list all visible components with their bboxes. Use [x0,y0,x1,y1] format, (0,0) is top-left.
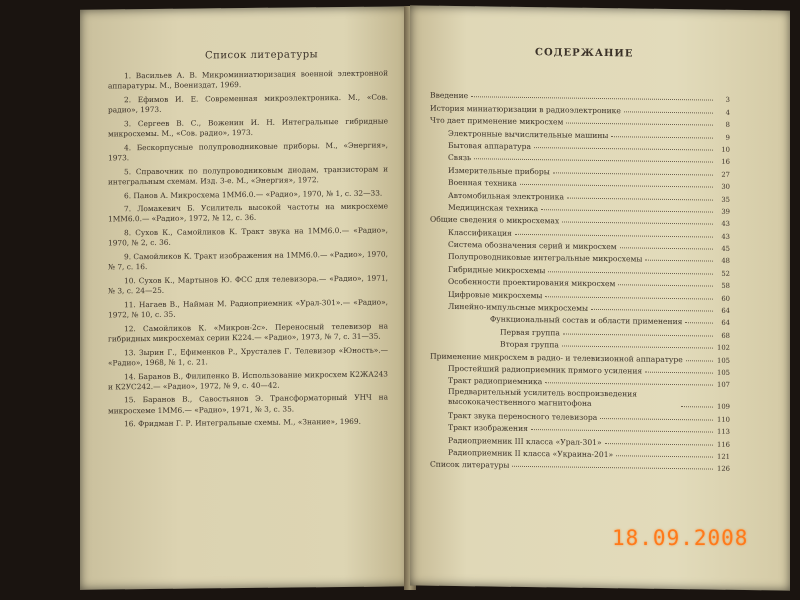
toc-leader-dots [620,247,713,249]
toc-leader-dots [515,233,713,237]
toc-leader-dots [611,136,713,138]
contents-heading: СОДЕРЖАНИЕ [535,47,634,60]
toc-page-number: 68 [721,331,730,340]
references-list [108,69,388,434]
toc-page-number: 116 [717,440,730,449]
toc-entry-title: Измерительные приборы [448,165,550,177]
reference-item: 2. Ефимов И. Е. Современная микроэлектроника. М., «Сов. радио», 1973. [108,92,388,115]
toc-page-number: 43 [721,219,730,229]
toc-entry-title: Введение [430,91,469,101]
toc-entry-title: Первая группа [500,327,560,338]
toc-leader-dots [541,209,713,212]
reference-item: 6. Панов А. Микросхема 1ММ6.0.— «Радио», 1970, № 1, с. 32—33. [124,188,383,200]
toc-entry-title: Что дает применение микросхем [430,115,564,127]
reference-item: 4. Бескорпусные полупроводниковые приборы. М., «Энергия», 1973. [108,140,388,163]
toc-entry-title: Бытовая аппаратура [448,140,532,151]
reference-item: 15. Баранов В., Савостьянов Э. Трансформаторный УНЧ на микросхеме 1ММ6.— «Радио», 1971, № 3, с. 35. [108,392,388,416]
toc-entry-title: Особенности проектирования микросхем [448,277,616,289]
toc-page-number: 8 [725,120,730,129]
toc-entry-title: Тракт радиоприемника [448,376,543,387]
toc-page-number: 121 [717,452,730,461]
reference-item: 7. Ломакевич Б. Усилитель высокой частоты на микросхеме 1ММ6.0.— «Радио», 1972, № 12, с. 36. [108,201,388,224]
toc-entry-title: Автомобильная электроника [448,190,565,202]
toc-entry-title: История миниатюризации в радиоэлектронике [430,103,621,116]
toc-entry-title: Гибридные микросхемы [448,264,546,276]
toc-page-number: 52 [721,269,730,278]
toc-entry-title: Военная техника [448,178,517,188]
toc-leader-dots [624,111,713,113]
toc-entry-title: Применение микросхем в радио- и телевизионной аппаратуре [430,351,683,364]
toc-leader-dots [605,443,713,446]
toc-entry-title: Предварительный усилитель воспроизведения высококачественного магнитофона [448,387,637,409]
toc-entry-title: Тракт звука переносного телевизора [448,410,598,422]
toc-leader-dots [681,407,713,408]
date-stamp: 18.09.2008 [612,526,749,550]
reference-item: 5. Справочник по полупроводниковым диодам, транзисторам и интегральным схемам. Изд. 3-е. М., «Энергия», 1972. [108,164,388,187]
toc-entry-title: Связь [448,153,472,163]
toc-page-number: 105 [717,368,730,377]
toc-leader-dots [545,296,713,299]
toc-page-number: 27 [721,170,730,179]
toc-page-number: 30 [721,182,730,191]
toc-leader-dots [616,455,713,457]
reference-item: 1. Васильев А. В. Микроминиатюризация военной электронной аппаратуры. М., Воениздат, 1969. [108,68,388,91]
toc-page-number: 64 [721,306,730,315]
toc-page-number: 110 [717,415,730,424]
toc-leader-dots [563,333,713,336]
toc-leader-dots [645,372,713,374]
toc-leader-dots [566,123,713,126]
toc-entry-title: Простейший радиоприемник прямого усиления [448,363,643,376]
toc-leader-dots [548,271,713,274]
toc-leader-dots [567,197,713,200]
toc-entry-title: Тракт изображения [448,423,528,434]
toc-entry-title: Общие сведения о микросхемах [430,214,560,226]
toc-page-number: 105 [717,356,730,365]
reference-item: 12. Самойликов К. «Микрон-2с». Переносный телевизор на гибридных микросхемах серии К224.— «Радио», 1973, № 7, с. 31—35. [108,321,388,344]
reference-item: 10. Сухов К., Мартынов Ю. ФСС для телевизора.— «Радио», 1971, № 3, с. 24—25. [108,273,388,296]
toc-page-number: 126 [717,464,730,474]
reference-item: 16. Фридман Г. Р. Интегральные схемы. М., «Знание», 1969. [124,417,361,429]
reference-item: 9. Самойликов К. Тракт изображения на 1ММ6.0.— «Радио», 1970, № 7, с. 16. [108,249,388,272]
toc-page-number: 16 [721,158,730,167]
toc-leader-dots [562,222,713,225]
right-page [410,5,790,590]
toc-entry-title: Система обозначения серий и микросхем [448,239,617,252]
table-of-contents [430,88,730,474]
reference-item: 11. Нагаев В., Найман М. Радиоприемник «Урал-301».— «Радио», 1972, № 10, с. 35. [108,297,388,320]
toc-leader-dots [562,346,713,349]
toc-page-number: 45 [721,244,730,253]
toc-entry-title: Цифровые микросхемы [448,289,543,300]
toc-page-number: 64 [721,319,730,328]
toc-page-number: 35 [721,195,730,204]
toc-entry-title: Вторая группа [500,339,559,350]
toc-page-number: 60 [721,294,730,303]
toc-leader-dots [645,260,713,262]
toc-page-number: 48 [721,257,730,266]
toc-leader-dots [685,323,713,324]
toc-page-number: 109 [717,403,730,412]
reference-item: 8. Сухов К., Самойликов К. Тракт звука на 1ММ6.0.— «Радио», 1970, № 2, с. 36. [108,225,388,248]
toc-leader-dots [600,418,713,421]
toc-page-number: 107 [717,381,730,390]
toc-page-number: 3 [725,96,730,105]
left-page [80,6,410,589]
toc-entry-title: Функциональный состав и области применения [490,314,683,327]
toc-entry-title: Список литературы [430,459,510,471]
toc-page-number: 113 [717,427,730,436]
toc-leader-dots [534,147,713,150]
toc-leader-dots [618,285,713,287]
toc-page-number: 102 [717,343,730,353]
toc-entry-title: Электронные вычислительные машины [448,128,609,140]
toc-page-number: 58 [721,281,730,291]
toc-page-number: 43 [721,232,730,241]
toc-leader-dots [591,309,713,312]
toc-leader-dots [520,184,713,188]
toc-leader-dots [512,466,713,470]
toc-entry-title: Классификация [448,227,512,238]
toc-entry-title: Радиоприемник II класса «Украина-201» [448,447,614,460]
toc-entry-title: Радиоприемник III класса «Урал-301» [448,435,602,447]
toc-leader-dots [531,429,713,433]
references-heading: Список литературы [205,49,319,62]
toc-entry-title: Линейно-импульсные микросхемы [448,301,589,313]
reference-item: 13. Зырин Г., Ефименков Р., Хрусталев Г. Телевизор «Юность».— «Радио», 1968, № 1, с. 21. [108,345,388,368]
reference-item: 3. Сергеев В. С., Воженин И. Н. Интегральные гибридные микросхемы. М., «Сов. радио», 1973. [108,116,388,139]
toc-leader-dots [686,360,713,361]
reference-item: 14. Баранов В., Филипенко В. Использование микросхем К2ЖА243 и К2УС242.— «Радио», 1972, № 9, с. 40—42. [108,369,388,392]
toc-entry-title: Медицинская техника [448,202,539,214]
toc-page-number: 4 [725,108,730,117]
toc-entry-title: Полупроводниковые интегральные микросхемы [448,252,643,265]
toc-page-number: 9 [725,133,730,142]
toc-leader-dots [553,172,713,175]
toc-page-number: 10 [721,145,730,154]
toc-page-number: 39 [721,207,730,216]
toc-leader-dots [545,383,713,386]
toc-entry [430,385,730,411]
